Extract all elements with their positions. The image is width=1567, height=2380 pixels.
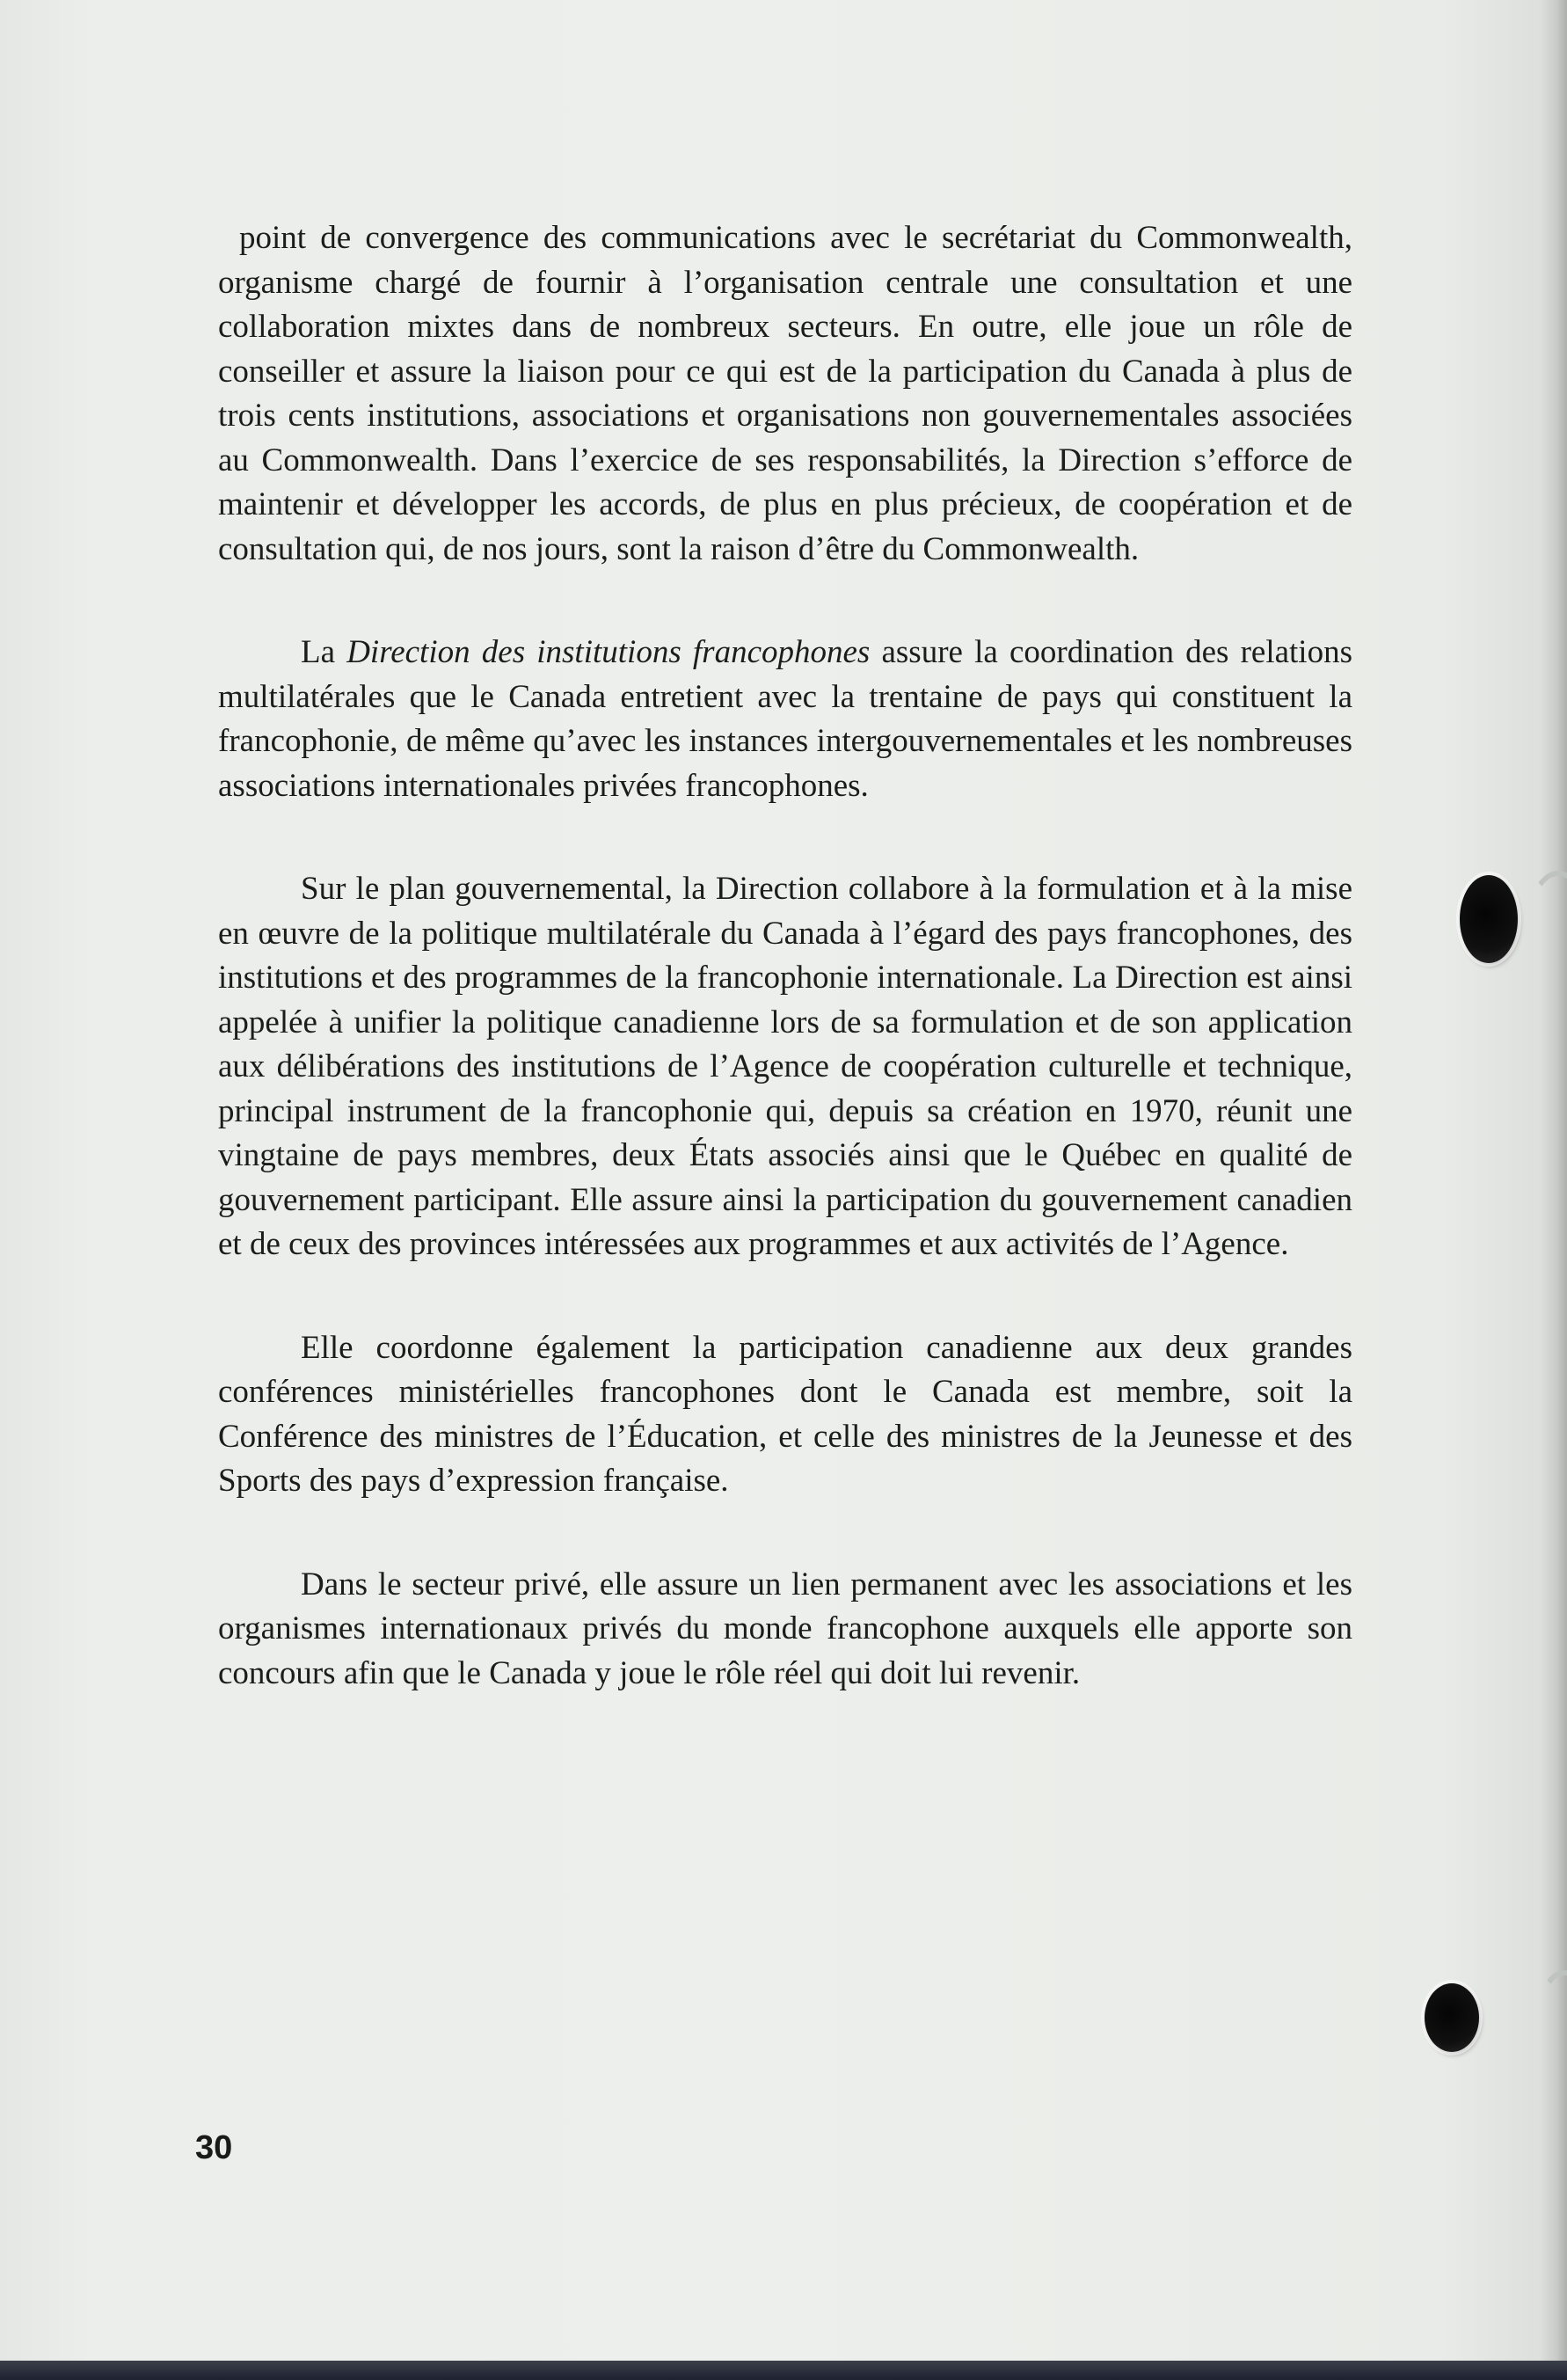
paragraph-text: Sur le plan gouvernemental, la Direction collabore à la formulation et à la mise en œuvre de la politique multilatérale du Canada à l’égard des pays francophones, des institutions et des programmes de la francophonie internationale. La Direction est ainsi appelée à unifier la politique canadienne lors de sa formulation et de son application aux délibérations des institutions de l’Agence de coopération culturelle et technique, principal instrument de la francophonie qui, depuis sa création en 1970, réunit une vingtaine de pays membres, deux États associés ainsi que le Québec en qualité de gouvernement participant. Elle assure ainsi la participation du gouvernement canadien et de ceux des provinces intéressées aux programmes et aux activités de l’Agence. — [218, 871, 1352, 1262]
binder-hole-upper-icon — [1460, 875, 1518, 963]
binder-ring-upper-icon — [1527, 871, 1567, 978]
binder-hole-lower-icon — [1425, 1983, 1479, 2052]
paragraph-commonwealth-continued — [218, 216, 1352, 572]
paragraph-plan-gouvernemental — [218, 867, 1352, 1267]
page-number: 30 — [195, 2129, 233, 2166]
paragraph-text: La — [301, 634, 347, 670]
scan-bottom-edge — [0, 2361, 1567, 2380]
paragraph-text: Elle coordonne également la participation canadienne aux deux grandes conférences ministérielles francophones dont le Canada est membre, soit la Conférence des ministres de l’Éducation, et celle des ministres de la Jeunesse et des Sports des pays d’expression française. — [218, 1329, 1352, 1499]
paragraph-secteur-prive — [218, 1563, 1352, 1697]
body-text — [218, 216, 1352, 1755]
direction-name-italic: Direction des institutions francophones — [346, 634, 871, 670]
paragraph-conferences — [218, 1326, 1352, 1504]
paragraph-text: Dans le secteur privé, elle assure un lien permanent avec les associations et les organismes internationaux privés du monde francophone auxquels elle apporte son concours afin que le Canada y joue le rôle réel qui doit lui revenir. — [218, 1566, 1352, 1691]
paragraph-text: point de convergence des communications avec le secrétariat du Commonwealth, organisme chargé de fournir à l’organisation centrale une consultation et une collaboration mixtes dans de nombreux secteurs. En outre, elle joue un rôle de conseiller et assure la liaison pour ce qui est de la participation du Canada à plus de trois cents institutions, associations et organisations non gouvernementales associées au Commonwealth. Dans l’exercice de ses responsabilités, la Direction s’efforce de maintenir et développer les accords, de plus en plus précieux, de coopération et de consultation qui, de nos jours, sont la raison d’être du Commonwealth. — [218, 220, 1352, 567]
paragraph-text: assure la coordination des relations multilatérales que le Canada entretient avec la trentaine de pays qui constituent la francophonie, de même qu’avec les instances intergouvernementales et les nombreuses associations internationales privées francophones. — [218, 634, 1352, 804]
paragraph-francophones-intro — [218, 631, 1352, 808]
